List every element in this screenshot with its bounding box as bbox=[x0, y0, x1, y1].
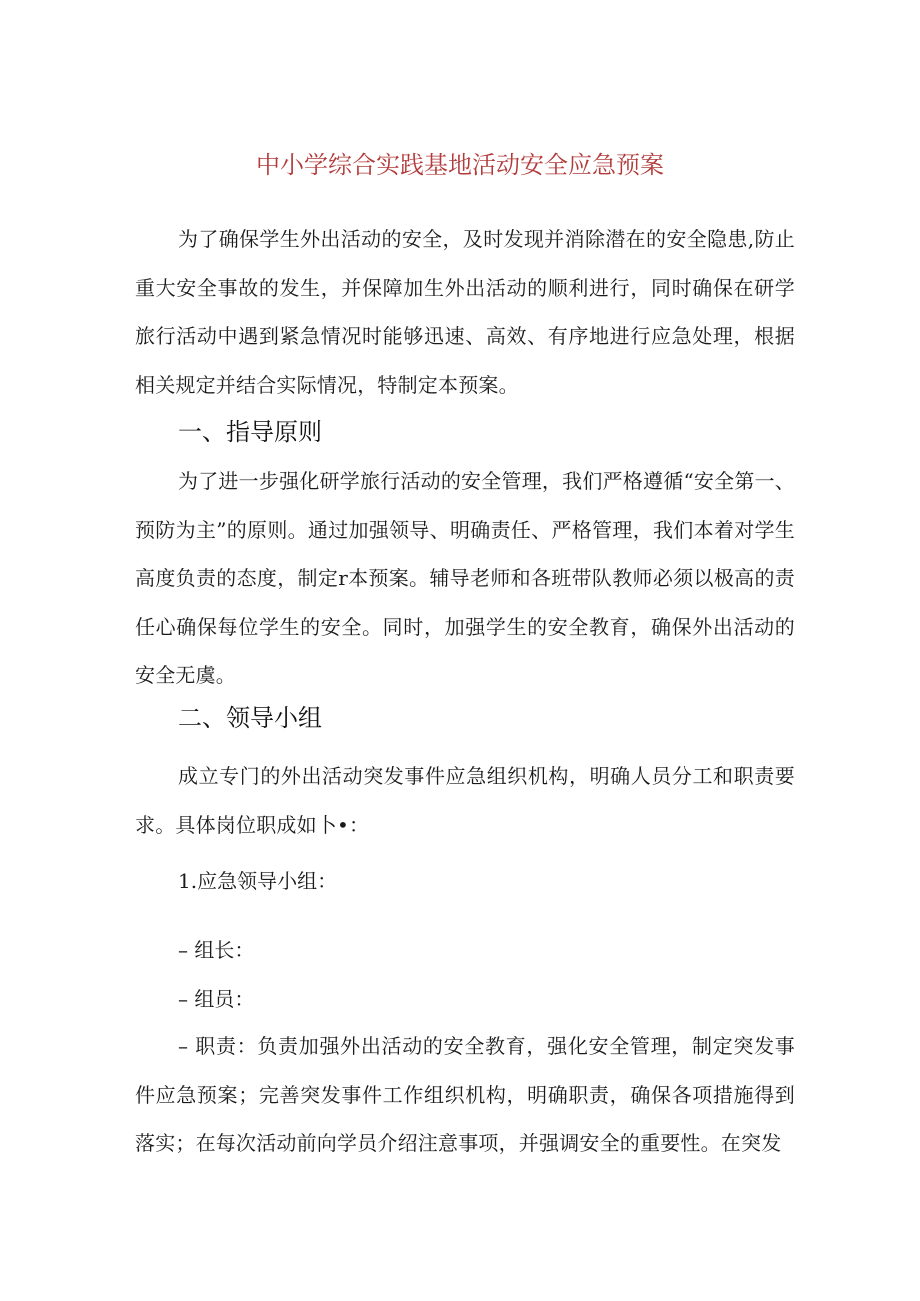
group-duty-item: – 职责：负责加强外出活动的安全教育，强化安全管理，制定突发事件应急预案；完善突发事件工作组织机构，明确职责，确保各项措施得到落实；在每次活动前向学员介绍注意事项，并强调安全的重要性。在突发 bbox=[135, 1034, 795, 1155]
section-heading-leadership-group: 二、领导小组 bbox=[178, 704, 322, 732]
intro-paragraph: 为了确保学生外出活动的安全，及时发现并消除潜在的安全隐患,防止重大安全事故的发生，并保障加生外出活动的顺利进行，同时确保在研学旅行活动中遇到紧急情况时能够迅速、高效、有序地进行应急处理，根据相关规定并结合实际情况，特制定本预案。 bbox=[135, 227, 795, 397]
document-title: 中小学综合实践基地活动安全应急预案 bbox=[256, 151, 664, 179]
section-heading-guiding-principles: 一、指导原则 bbox=[178, 418, 322, 446]
emergency-group-subheading: 1.应急领导小组： bbox=[178, 869, 338, 893]
group-leader-item: – 组长： bbox=[178, 938, 255, 962]
guiding-principles-paragraph: 为了进一步强化研学旅行活动的安全管理，我们严格遵循“安全第一、预防为主”的原则。通过加强领导、明确责任、严格管理，我们本着对学生高度负责的态度，制定r本预案。辅导老师和各班带队教师必须以极高的责任心确保每位学生的安全。同时，加强学生的安全教育，确保外出活动的安全无虞。 bbox=[135, 469, 795, 687]
group-member-item: – 组员： bbox=[178, 987, 255, 1011]
leadership-group-paragraph: 成立专门的外出活动突发事件应急组织机构，明确人员分工和职责要求。具体岗位职成如卜•： bbox=[135, 764, 795, 837]
